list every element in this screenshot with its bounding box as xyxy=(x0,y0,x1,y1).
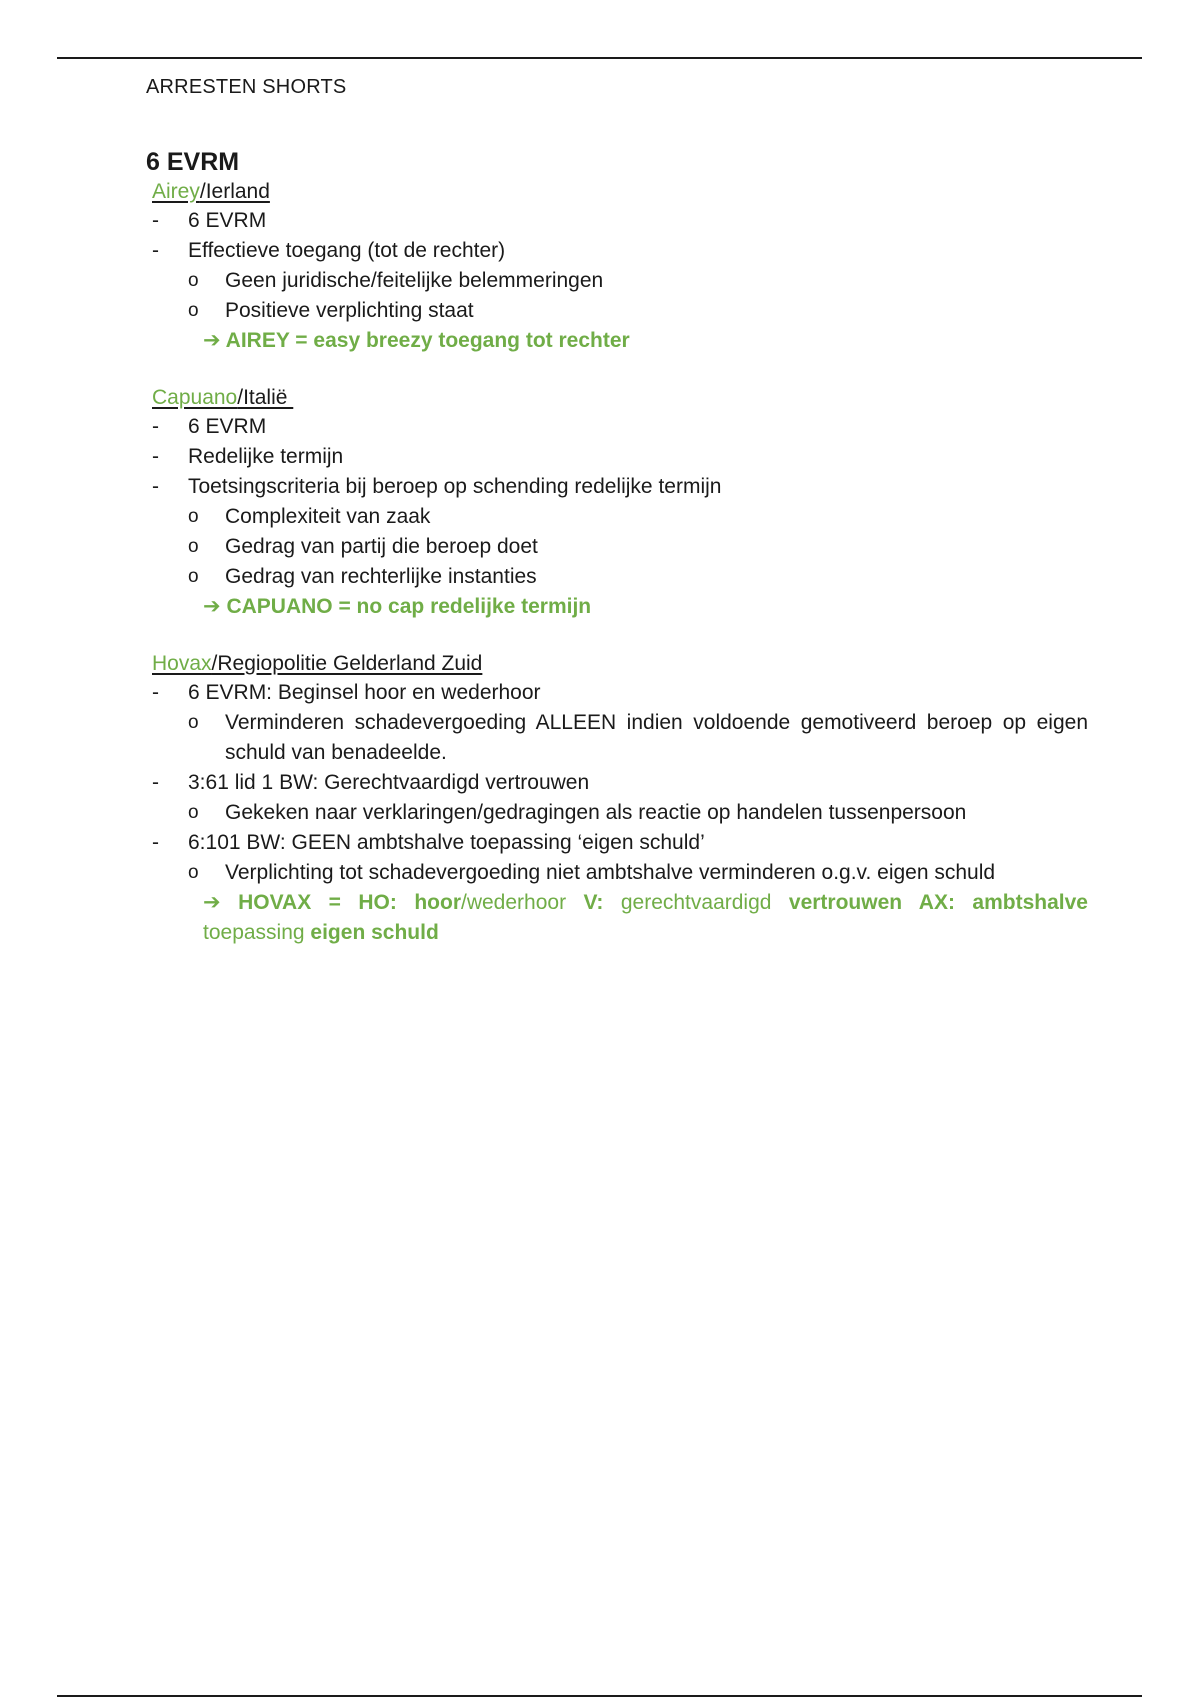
dash-marker: - xyxy=(152,415,159,438)
sub-list-item xyxy=(146,562,1088,592)
case-country-capuano: /Italië xyxy=(237,386,294,409)
dash-marker: - xyxy=(152,209,159,232)
circle-bullet-icon: o xyxy=(188,300,199,321)
list-item xyxy=(146,472,1088,502)
case-name-capuano: Capuano xyxy=(152,386,238,409)
mnemonic-part: gerechtvaardigd xyxy=(620,891,789,914)
arrow-icon: ➔ xyxy=(203,595,221,618)
list-item-text: 6:101 BW: GEEN ambtshalve toepassing ‘eigen schuld’ xyxy=(188,831,705,854)
case-country-airey: /Ierland xyxy=(199,180,270,203)
sub-list-item xyxy=(146,502,1088,532)
list-item-text: Redelijke termijn xyxy=(188,445,344,468)
circle-bullet-icon: o xyxy=(188,536,199,557)
mnemonic-text: CAPUANO = no cap redelijke termijn xyxy=(226,595,592,618)
sub-list-item-text: Verminderen schadevergoeding ALLEEN indien voldoende gemotiveerd beroep op eigen schuld van benadeelde. xyxy=(225,711,1088,764)
mnemonic-part: /wederhoor xyxy=(461,891,584,914)
case-title-hovax xyxy=(152,650,1088,678)
list-item-text: 6 EVRM xyxy=(188,415,267,438)
sub-list-item-text: Gedrag van rechterlijke instanties xyxy=(225,565,537,588)
dash-marker: - xyxy=(152,239,159,262)
document-body xyxy=(146,146,1094,948)
list-item xyxy=(146,768,1088,798)
dash-marker: - xyxy=(152,771,159,794)
mnemonic-part: toepassing xyxy=(203,891,1094,944)
dash-marker: - xyxy=(152,831,159,854)
sub-list-item xyxy=(146,532,1088,562)
circle-bullet-icon: o xyxy=(188,566,199,587)
spacer xyxy=(146,356,1088,384)
sub-list-item xyxy=(146,858,1088,888)
sub-list-item-text: Gekeken naar verklaringen/gedragingen als reactie op handelen tussenpersoon xyxy=(225,801,967,824)
list-item-text: 6 EVRM: Beginsel hoor en wederhoor xyxy=(188,681,541,704)
list-item-text: 3:61 lid 1 BW: Gerechtvaardigd vertrouwen xyxy=(188,771,590,794)
arrow-icon: ➔ xyxy=(203,891,221,914)
mnemonic-hovax xyxy=(146,888,1094,948)
list-item-text: Effectieve toegang (tot de rechter) xyxy=(188,239,506,262)
arrow-icon: ➔ xyxy=(203,329,221,352)
sub-list-item-text: Geen juridische/feitelijke belemmeringen xyxy=(225,269,604,292)
circle-bullet-icon: o xyxy=(188,862,199,883)
case-title-capuano xyxy=(152,384,1088,412)
list-item xyxy=(146,412,1088,442)
dash-marker: - xyxy=(152,445,159,468)
circle-bullet-icon: o xyxy=(188,270,199,291)
case-country-hovax: /Regiopolitie Gelderland Zuid xyxy=(211,652,483,675)
sub-list-item xyxy=(146,266,1088,296)
mnemonic-part: vertrouwen AX: ambtshalve xyxy=(788,891,1088,914)
mnemonic-airey xyxy=(146,326,1088,356)
header-rule xyxy=(57,57,1142,59)
mnemonic-text: AIREY = easy breezy toegang tot rechter xyxy=(225,329,630,352)
case-name-hovax: Hovax xyxy=(152,652,212,675)
sub-list-item xyxy=(146,708,1088,768)
list-item xyxy=(146,678,1088,708)
list-item xyxy=(146,206,1088,236)
case-name-airey: Airey xyxy=(152,180,200,203)
circle-bullet-icon: o xyxy=(188,712,199,733)
mnemonic-part: V: xyxy=(583,891,621,914)
case-title-airey xyxy=(152,178,1088,206)
list-item xyxy=(146,828,1088,858)
circle-bullet-icon: o xyxy=(188,506,199,527)
sub-list-item-text: Verplichting tot schadevergoeding niet ambtshalve verminderen o.g.v. eigen schuld xyxy=(225,861,996,884)
mnemonic-part: eigen schuld xyxy=(310,921,439,944)
list-item xyxy=(146,442,1088,472)
spacer xyxy=(146,622,1088,650)
sub-list-item-text: Gedrag van partij die beroep doet xyxy=(225,535,538,558)
page-header: ARRESTEN SHORTS xyxy=(146,76,347,98)
list-item xyxy=(146,236,1088,266)
sub-list-item-text: Positieve verplichting staat xyxy=(225,299,474,322)
dash-marker: - xyxy=(152,475,159,498)
dash-marker: - xyxy=(152,681,159,704)
footer-rule xyxy=(57,1695,1142,1697)
list-item-text: 6 EVRM xyxy=(188,209,267,232)
section-heading: 6 EVRM xyxy=(146,148,240,176)
mnemonic-part: HOVAX = HO: hoor xyxy=(238,891,461,914)
sub-list-item-text: Complexiteit van zaak xyxy=(225,505,431,528)
sub-list-item xyxy=(146,798,1088,828)
list-item-text: Toetsingscriteria bij beroep op schending redelijke termijn xyxy=(188,475,722,498)
circle-bullet-icon: o xyxy=(188,802,199,823)
mnemonic-capuano xyxy=(146,592,1088,622)
sub-list-item xyxy=(146,296,1088,326)
